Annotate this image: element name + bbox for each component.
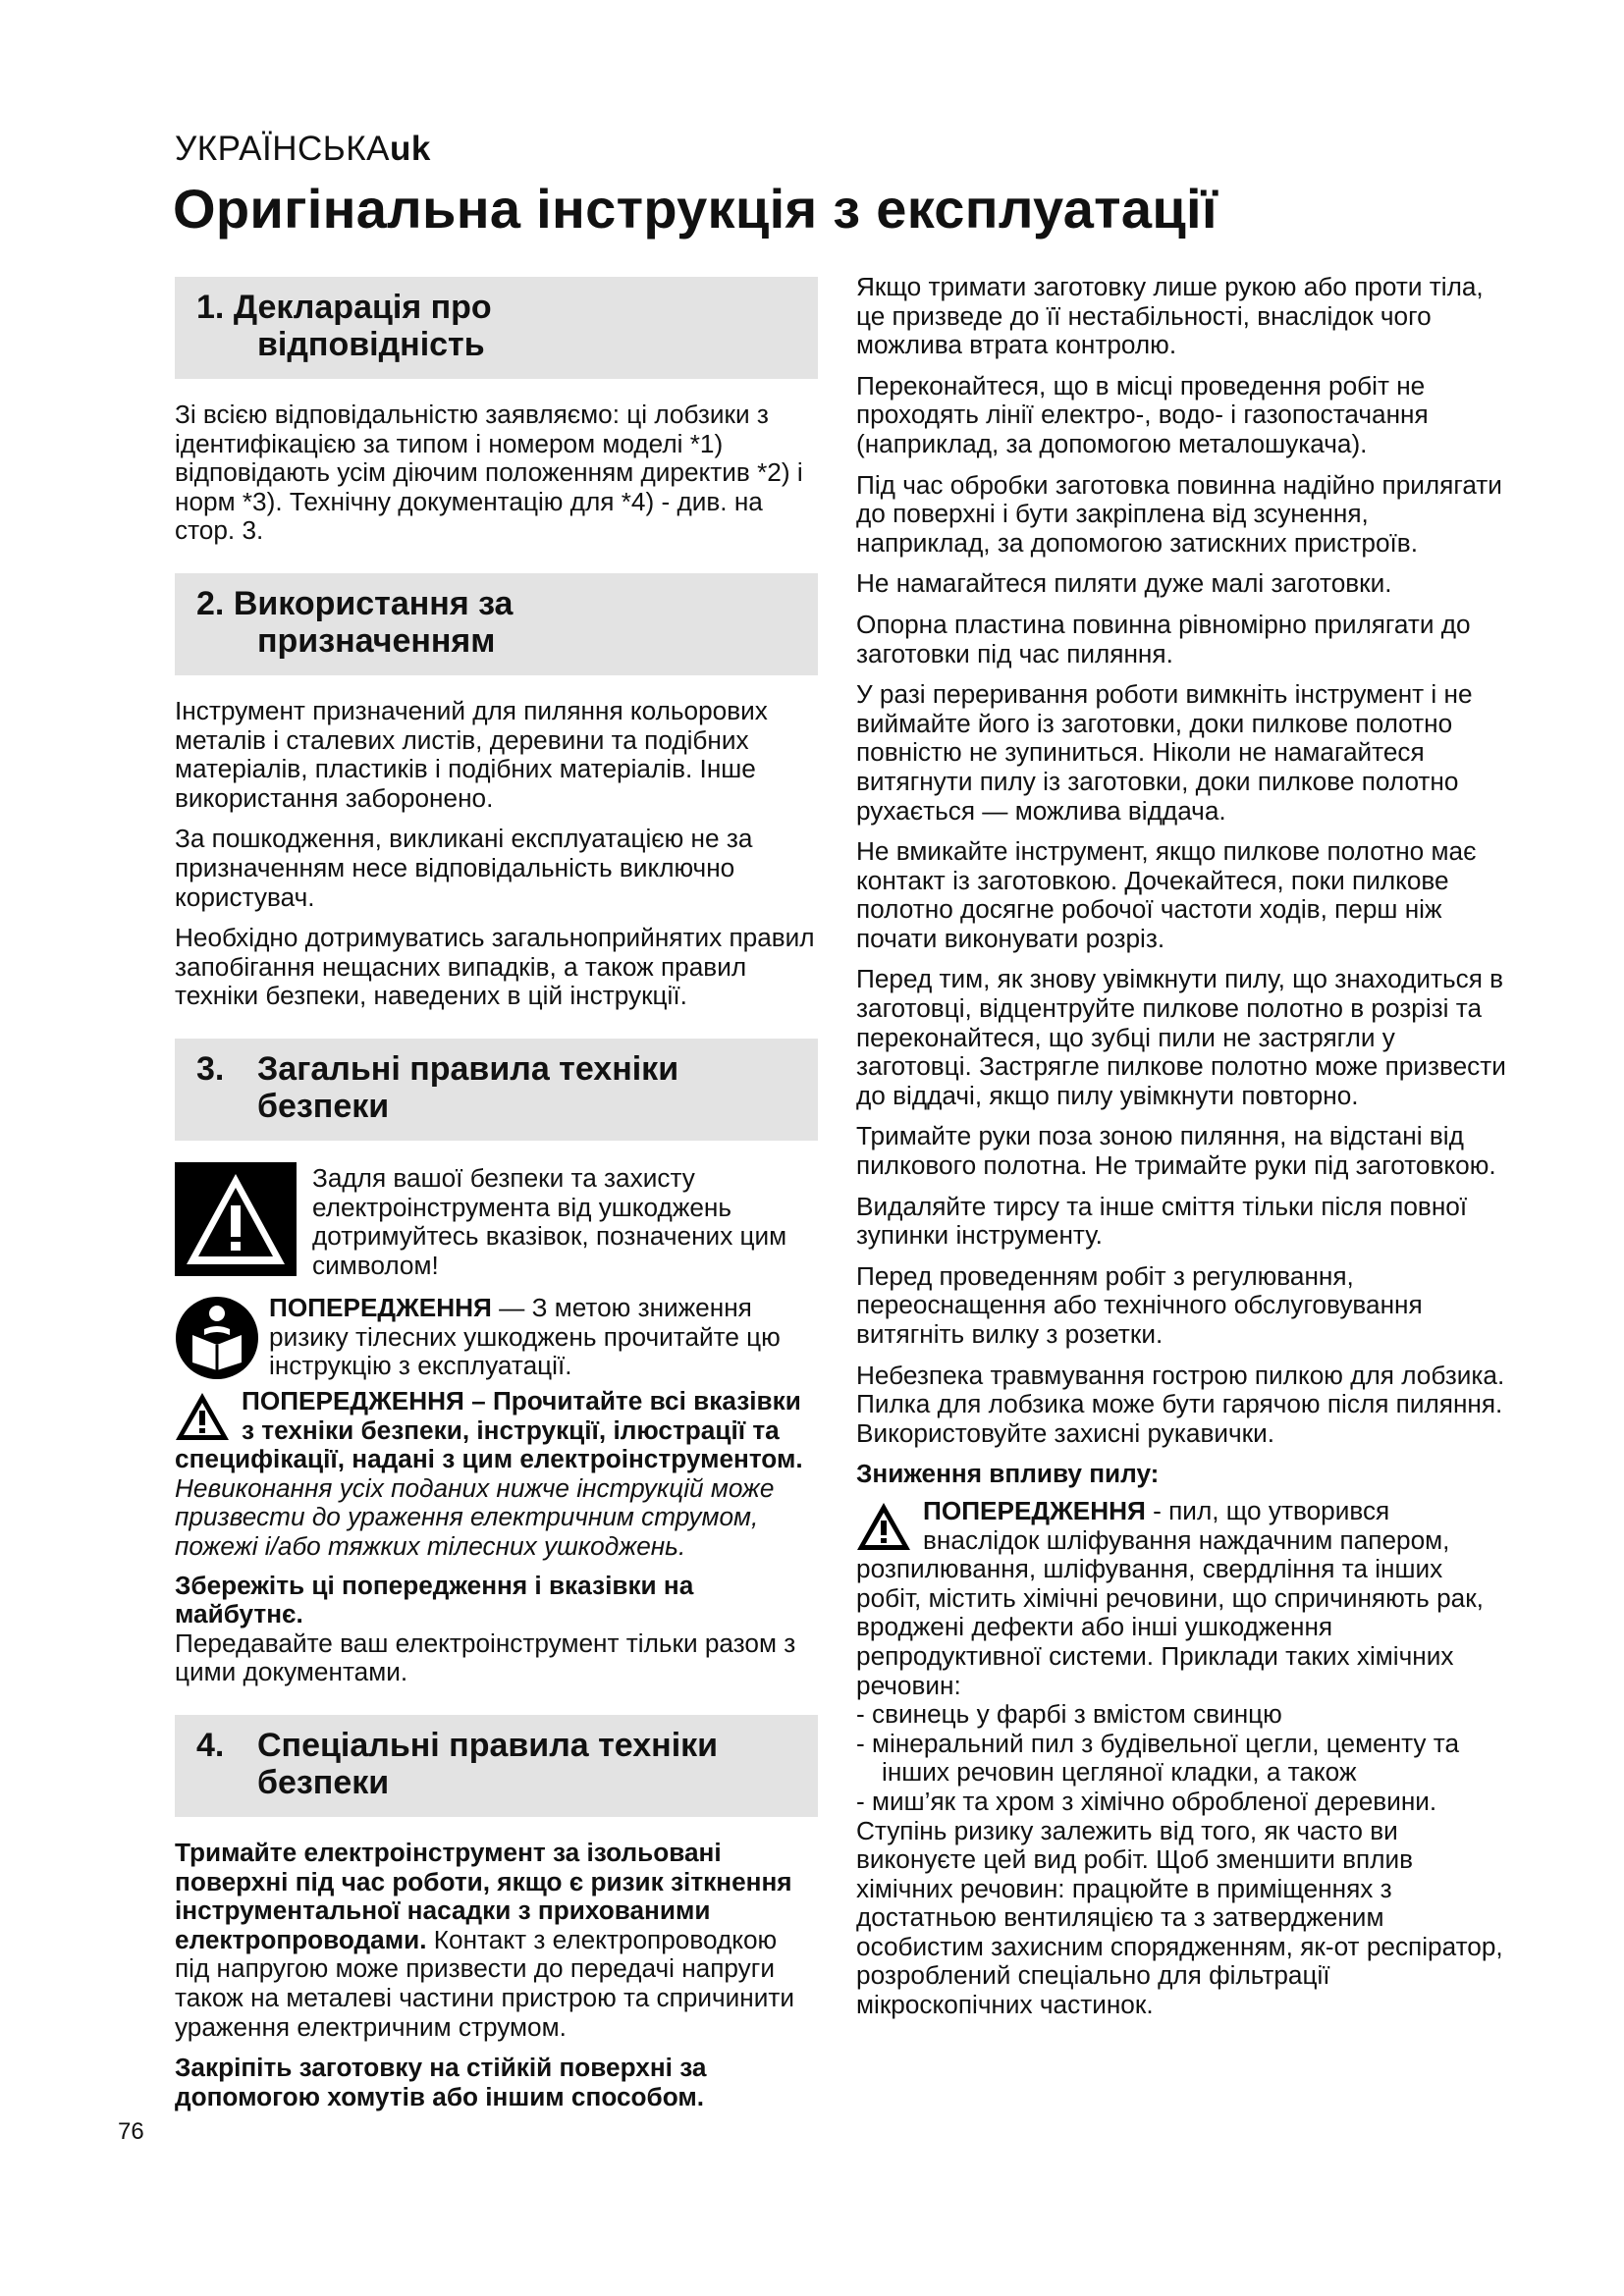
bold-text: Тримайте електроінструмент за ізольовані поверхні під час роботи, якщо є ризик зіткнення інструментальної насадки з прихованими електропроводами. (175, 1838, 792, 1954)
warning-text: — З метою зниження ризику тілесних ушкоджень прочитайте цю інструкцію з експлуатації. (269, 1293, 781, 1381)
warning-triangle-icon (175, 1391, 230, 1442)
paragraph: Необхідно дотримуватись загальноприйнятих правил запобігання нещасних випадків, а також правил техніки безпеки, наведених в цій інструкції. (175, 923, 815, 1011)
right-column (856, 273, 1509, 2032)
paragraph: Під час обробки заготовка повинна надійно прилягати до поверхні і бути закріплена від зсунення, наприклад, за допомогою затискних пристроїв. (856, 469, 1502, 558)
page-title: Оригінальна інструкція з експлуатації (173, 178, 1218, 240)
section-number: 1. (196, 289, 225, 326)
list-item: - мінеральний пил з будівельної цегли, цементу та інших речовин цегляної кладки, а також (856, 1728, 1460, 1788)
body-text: Контакт з електропроводкою під напругою може призвести до передачі напруги також на металеві частини пристрою та спричинити ураження електричним струмом. (175, 1924, 794, 2042)
section-title-line1: Використання за (233, 584, 514, 622)
list-item: - свинець у фарбі з вмістом свинцю (856, 1699, 1282, 1730)
paragraph: Небезпека травмування гострою пилкою для лобзика. Пилка для лобзика може бути гарячою після пиляння. Використовуйте захисні рукавички. (856, 1360, 1505, 1448)
section-number: 2. (196, 584, 225, 622)
read-manual-warning (175, 1294, 818, 1381)
general-warning (175, 1387, 818, 1562)
read-manual-icon (175, 1296, 259, 1380)
warning-heading: ПОПЕРЕДЖЕННЯ – Прочитайте всі вказівки з техніки безпеки, інструкції, ілюстрації та специфікації, надані з цим електроінструментом. (175, 1386, 803, 1474)
section-title-line2: відповідність (257, 326, 485, 363)
paragraph: Закріпіть заготовку на стійкій поверхні за допомогою хомутів або іншим способом. (175, 2053, 707, 2111)
section-title-line1: Декларація про (233, 289, 492, 326)
warning-triangle-icon (856, 1501, 911, 1552)
language-label (175, 130, 431, 169)
paragraph: Переконайтеся, що в місці проведення робіт не проходять лінії електро-, водо- і газопостачання (наприклад, за допомогою металошукача). (856, 370, 1429, 458)
paragraph (175, 1839, 818, 2042)
list-item: - миш’як та хром з хімічно обробленої деревини. (856, 1786, 1437, 1816)
paragraph: Видаляйте тирсу та інше сміття тільки після повної зупинки інструменту. (856, 1191, 1468, 1251)
safety-symbol-block (175, 1162, 818, 1280)
page-number: 76 (118, 2118, 144, 2145)
paragraph: Якщо тримати заготовку лише рукою або проти тіла, це призведе до її нестабільності, внаслідок чого можлива втрата контролю. (856, 272, 1484, 360)
language-name: УКРАЇНСЬКА (175, 130, 390, 168)
paragraph: За пошкодження, викликані експлуатацією не за призначенням несе відповідальність виключно користувач. (175, 824, 753, 912)
section-title-line1: Спеціальні правила техніки (257, 1727, 719, 1764)
section-title-line2: безпеки (257, 1764, 390, 1801)
warning-label: ПОПЕРЕДЖЕННЯ (269, 1293, 492, 1323)
paragraph: Ступінь ризику залежить від того, як часто ви виконуєте цей вид робіт. Щоб зменшити вплив хімічних речовин: працюйте в приміщеннях з достатньою вентиляцією та з затвердженим особистим захисним спорядженням, як-от респіратор, розроблений спеціально для фільтрації мікроскопічних частинок. (856, 1815, 1503, 2020)
language-code: uk (389, 130, 431, 168)
warning-text: - пил, що утворився внаслідок шліфування наждачним папером, розпилювання, шліфування, свердління та інших робіт, містить хімічні речовини, що спричиняють рак, вроджені дефекти або інші ушкодження репродуктивної системи. Приклади таких хімічних речовин: (856, 1495, 1484, 1700)
keep-text: Передавайте ваш електроінструмент тільки разом з цими документами. (175, 1628, 796, 1687)
section-title-line2: безпеки (257, 1087, 390, 1125)
paragraph: Інструмент призначений для пиляння кольорових металів і сталевих листів, деревини та подібних матеріалів, пластиків і подібних матеріалів. Інше використання заборонено. (175, 695, 768, 813)
left-column (175, 273, 818, 2123)
dust-heading: Зниження впливу пилу: (856, 1459, 1160, 1489)
paragraph: Перед тим, як знову увімкнути пилу, що знаходиться в заготовці, відцентруйте пилкове полотно в розрізі та переконайтеся, що зубці пили не застрягли у заготовці. Застрягле пилкове полотно може призвести до віддачі, якщо пилу увімкнути повторно. (856, 964, 1506, 1110)
warning-label: ПОПЕРЕДЖЕННЯ (923, 1495, 1146, 1525)
paragraph: Не намагайтеся пиляти дуже малі заготовки. (856, 568, 1392, 599)
chemicals-list (856, 1700, 1509, 1816)
section-heading-1 (175, 277, 818, 379)
keep-instructions (175, 1572, 818, 1687)
declaration-paragraph: Зі всією відповідальністю заявляємо: ці лобзики з ідентифікацією за типом і номером моделі *1) відповідають усім діючим положенням директив *2) і норм *3). Технічну документацію для *4) - див. на стор. 3. (175, 400, 803, 546)
section-title-line2: призначенням (257, 621, 496, 660)
section-title-line1: Загальні правила техніки (257, 1049, 679, 1088)
dust-warning (856, 1497, 1509, 1700)
section-number: 4. (196, 1727, 225, 1764)
section-heading-2 (175, 573, 818, 675)
section-heading-4 (175, 1715, 818, 1817)
keep-heading: Збережіть ці попередження і вказівки на майбутнє. (175, 1570, 694, 1629)
symbol-explanation: Задля вашої безпеки та захисту електроінструмента від ушкоджень дотримуйтесь вказівок, позначених цим символом! (312, 1162, 787, 1280)
warning-triangle-icon (175, 1162, 297, 1276)
section-heading-3 (175, 1039, 818, 1141)
paragraph: У разі переривання роботи вимкніть інструмент і не виймайте його із заготовки, доки пилкове полотно повністю не зупиниться. Ніколи не намагайтеся витягнути пилу із заготовки, доки пилкове полотно рухається — можлива віддача. (856, 679, 1473, 826)
section-number: 3. (196, 1049, 225, 1088)
paragraph: Не вмикайте інструмент, якщо пилкове полотно має контакт із заготовкою. Дочекайтеся, поки пилкове полотно досягне робочої частоти ходів, перш ніж почати виконувати розріз. (856, 836, 1477, 953)
warning-italic-text: Невиконання усіх поданих нижче інструкцій може призвести до ураження електричним струмом, пожежі і/або тяжких тілесних ушкоджень. (175, 1472, 775, 1562)
paragraph: Тримайте руки поза зоною пиляння, на відстані від пилкового полотна. Не тримайте руки під заготовкою. (856, 1121, 1496, 1181)
paragraph: Опорна пластина повинна рівномірно прилягати до заготовки під час пиляння. (856, 609, 1471, 668)
paragraph: Перед проведенням робіт з регулювання, переоснащення або технічного обслуговування витягніть вилку з розетки. (856, 1260, 1423, 1349)
